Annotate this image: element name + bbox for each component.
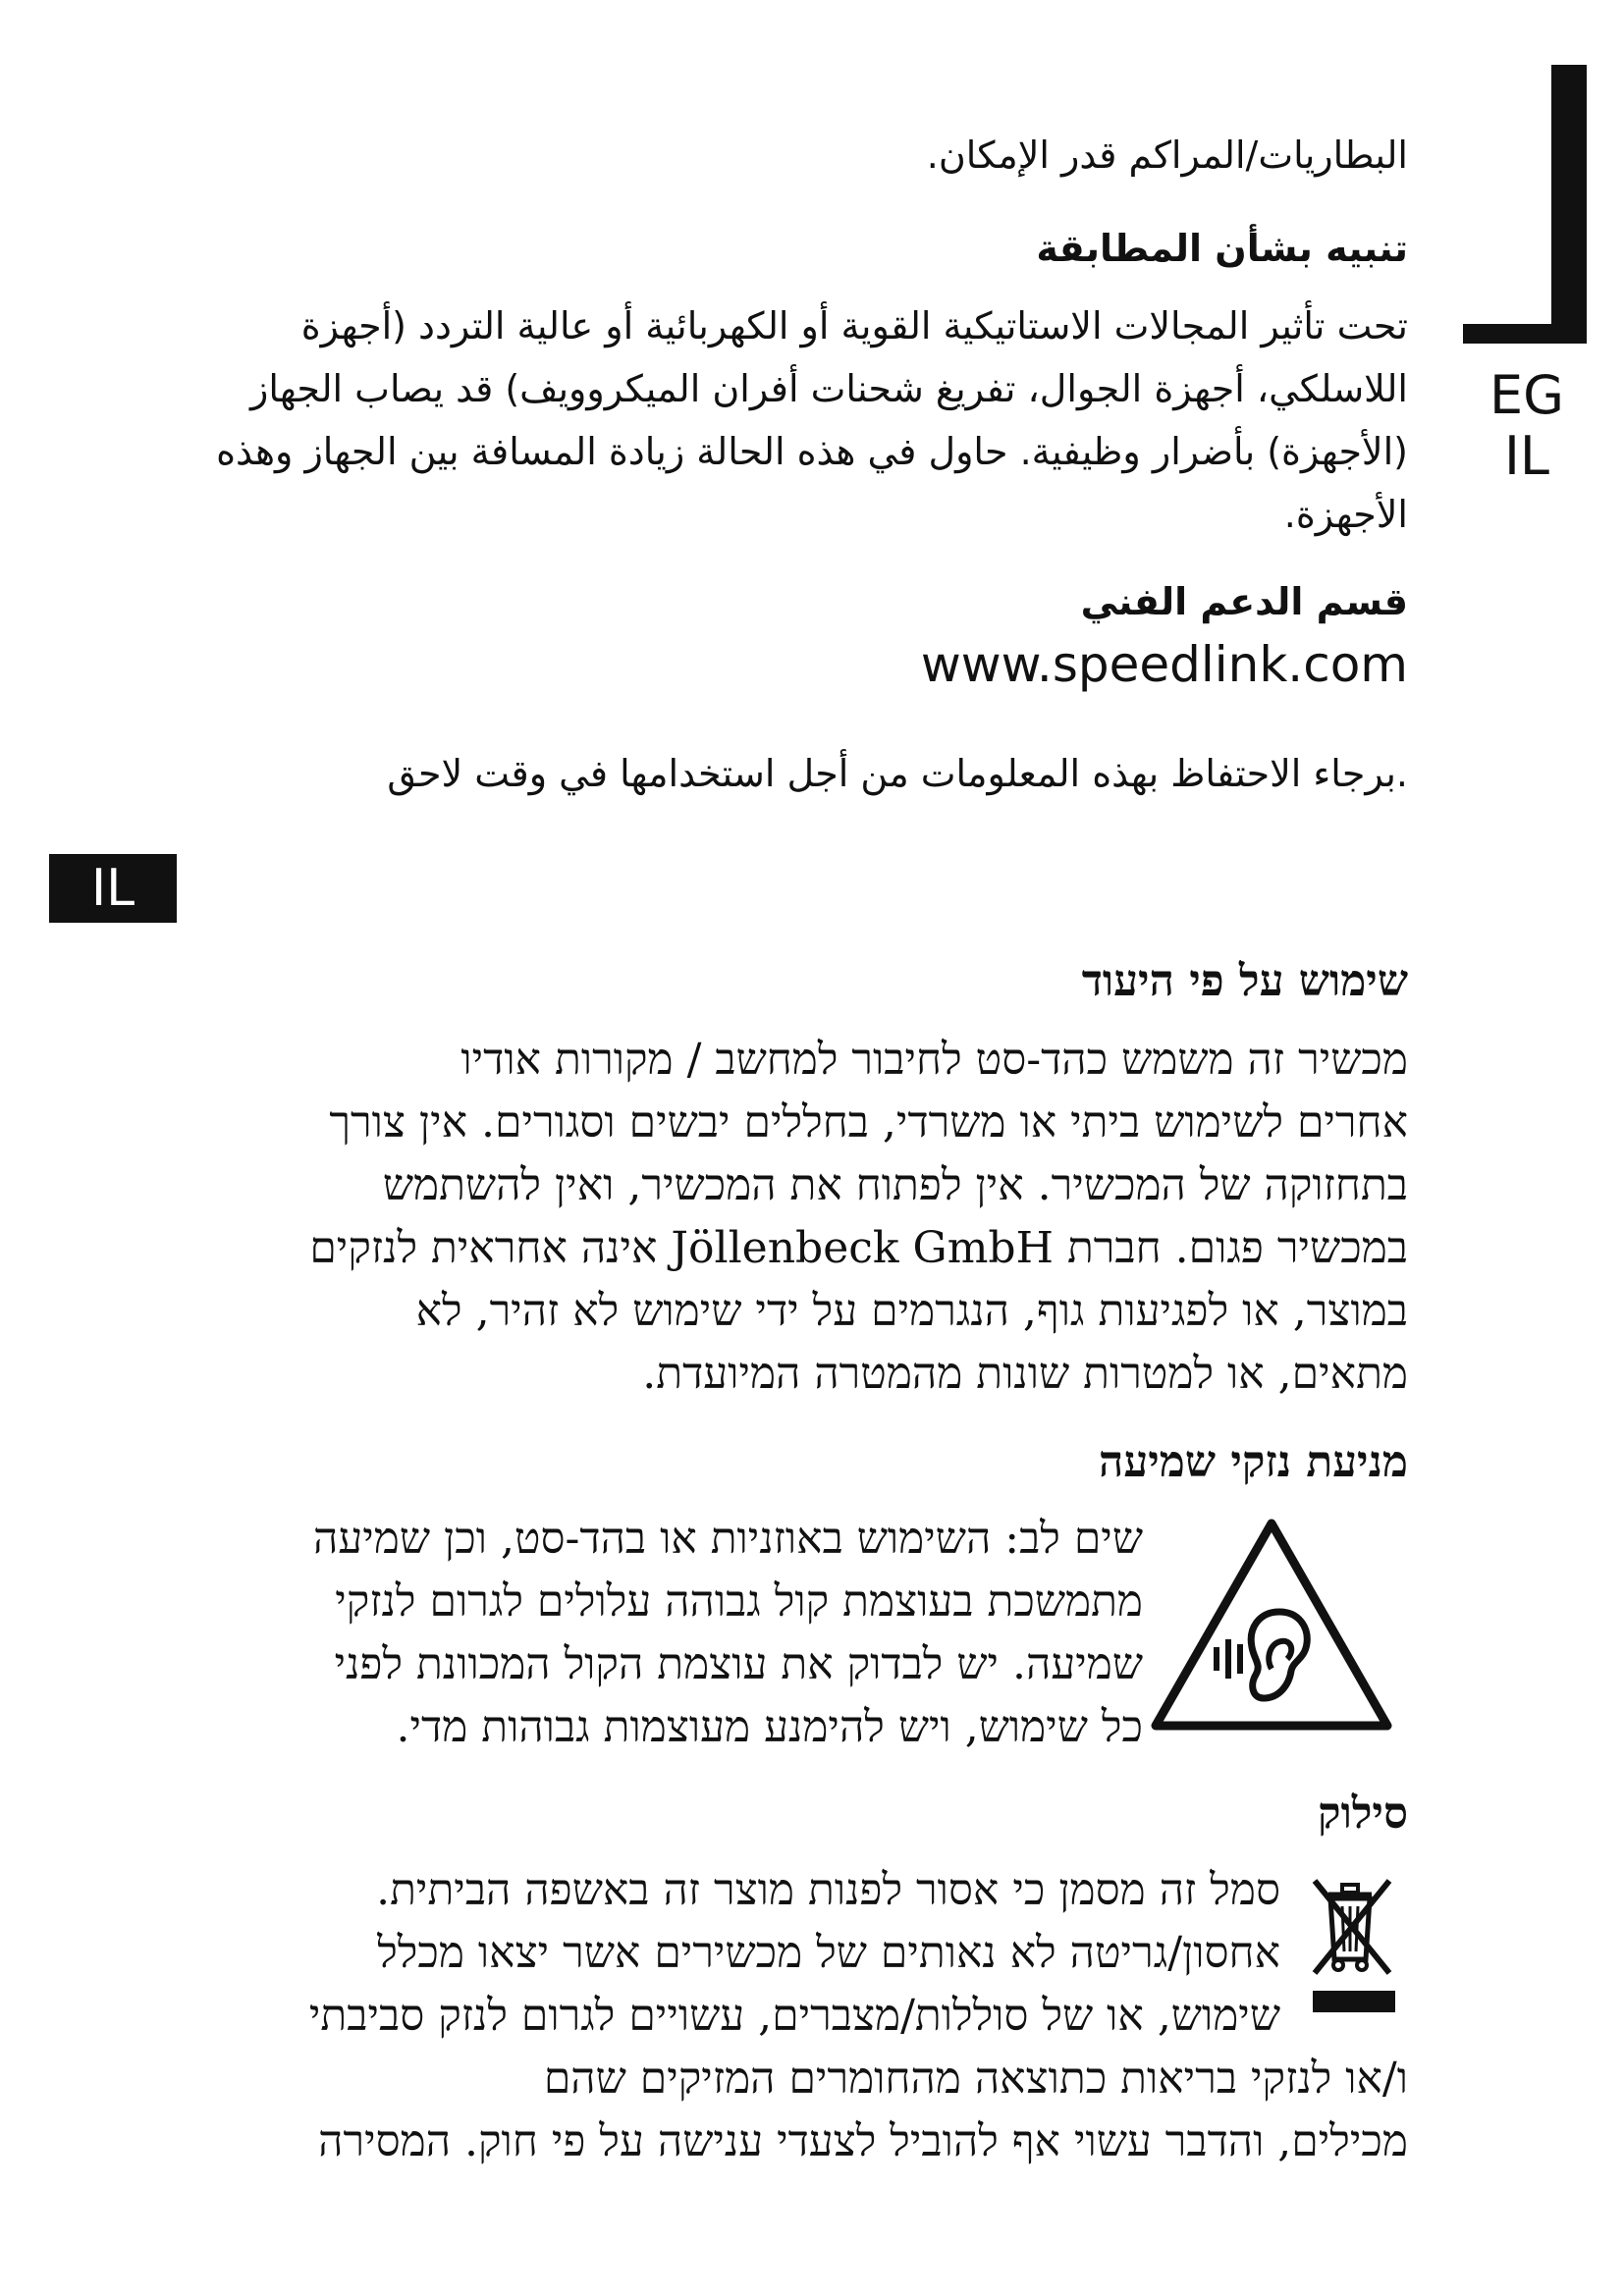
- arabic-compat-line: الأجهزة.: [1283, 493, 1408, 536]
- arabic-compat-line: (الأجهزة) بأضرار وظيفية. حاول في هذه الحالة زيادة المسافة بين الجهاز وهذه: [216, 430, 1408, 473]
- arabic-keep-info: .برجاء الاحتفاظ بهذه المعلومات من أجل استخدامها في وقت لاحق: [387, 752, 1408, 795]
- hebrew-hearing-heading: מניעת נזקי שמיעה: [1099, 1437, 1408, 1487]
- arabic-compat-line: اللاسلكي، أجهزة الجوال، تفريغ شحنات أفران الميكروويف) قد يصاب الجهاز: [249, 367, 1408, 410]
- hebrew-disposal-line: אחסון/גריטה לא נאותים של מכשירים אשר יצאו מכלל: [377, 1928, 1280, 1978]
- hebrew-disposal-line: שימוש, או של סוללות/מצברים, עשויים לגרום לנזק סביבתי: [308, 1991, 1280, 2041]
- hebrew-use-line: במכשיר פגום. חברת Jöllenbeck GmbH אינה אחראית לנזקים: [309, 1223, 1408, 1273]
- hebrew-hearing-line: מתמשכת בעוצמת קול גבוהה עלולים לגרום לנזקי: [335, 1576, 1143, 1627]
- hebrew-hearing-line: כל שימוש, ויש להימנע מעוצמות גבוהות מדי.: [396, 1702, 1143, 1752]
- hebrew-disposal-paragraph-top: [309, 1859, 1280, 2048]
- lang-code-eg: EG: [1489, 364, 1564, 426]
- hebrew-use-paragraph: [309, 1029, 1408, 1406]
- hebrew-use-heading: שימוש על פי היעוד: [1081, 956, 1408, 1006]
- support-url[interactable]: www.speedlink.com: [920, 636, 1408, 693]
- hebrew-disposal-line: מכילים, והדבר עשוי אף להוביל לצעדי ענישה על פי חוק. המסירה: [318, 2116, 1408, 2166]
- corner-bracket-horizontal: [1463, 324, 1587, 344]
- corner-bracket-vertical: [1551, 65, 1587, 344]
- arabic-compat-heading: تنبيه بشأن المطابقة: [1036, 227, 1408, 270]
- hearing-warning-icon: [1144, 1512, 1399, 1737]
- hebrew-use-line: מכשיר זה משמש כהד-סט לחיבור למחשב / מקורות אודיו: [460, 1035, 1408, 1085]
- hebrew-disposal-heading: סילוק: [1318, 1789, 1408, 1839]
- hebrew-disposal-line: סמל זה מסמן כי אסור לפנות מוצר זה באשפה הביתית.: [376, 1865, 1280, 1915]
- arabic-compat-line: تحت تأثير المجالات الاستاتيكية القوية أو الكهربائية أو عالية التردد (أجهزة: [300, 304, 1408, 347]
- hebrew-disposal-line: ו/או לנזקי בריאות כתוצאה מהחומרים המזיקים שהם: [543, 2054, 1408, 2104]
- arabic-intro-line: البطاريات/المراكم قدر الإمكان.: [926, 133, 1408, 177]
- hebrew-use-line: בתחזוקה של המכשיר. אין לפתוח את המכשיר, ואין להשתמש: [382, 1160, 1408, 1210]
- hebrew-hearing-paragraph: [313, 1508, 1143, 1759]
- hebrew-use-line: מתאים, או למטרות שונות מהמטרה המיועדת.: [642, 1349, 1408, 1399]
- hebrew-use-line: אחרים לשימוש ביתי או משרדי, בחללים יבשים וסגורים. אין צורך: [329, 1097, 1408, 1148]
- arabic-support-heading: قسم الدعم الفني: [1080, 580, 1408, 623]
- section-tag-il: IL: [49, 854, 177, 923]
- hebrew-hearing-line: שים לב: השימוש באוזניות או בהד-סט, וכן שמיעה: [313, 1514, 1143, 1564]
- lang-code-il: IL: [1503, 425, 1549, 487]
- hebrew-hearing-line: שמיעה. יש לבדוק את עוצמת הקול המכוונת לפני: [334, 1639, 1143, 1689]
- language-codes: [1473, 365, 1581, 487]
- crossed-bin-icon: [1301, 1865, 1399, 2022]
- hebrew-use-line: במוצר, או לפגיעות גוף, הנגרמים על ידי שימוש לא זהיר, לא: [415, 1286, 1408, 1336]
- arabic-compat-paragraph: [216, 294, 1408, 546]
- hebrew-disposal-paragraph-bottom: [318, 2048, 1408, 2173]
